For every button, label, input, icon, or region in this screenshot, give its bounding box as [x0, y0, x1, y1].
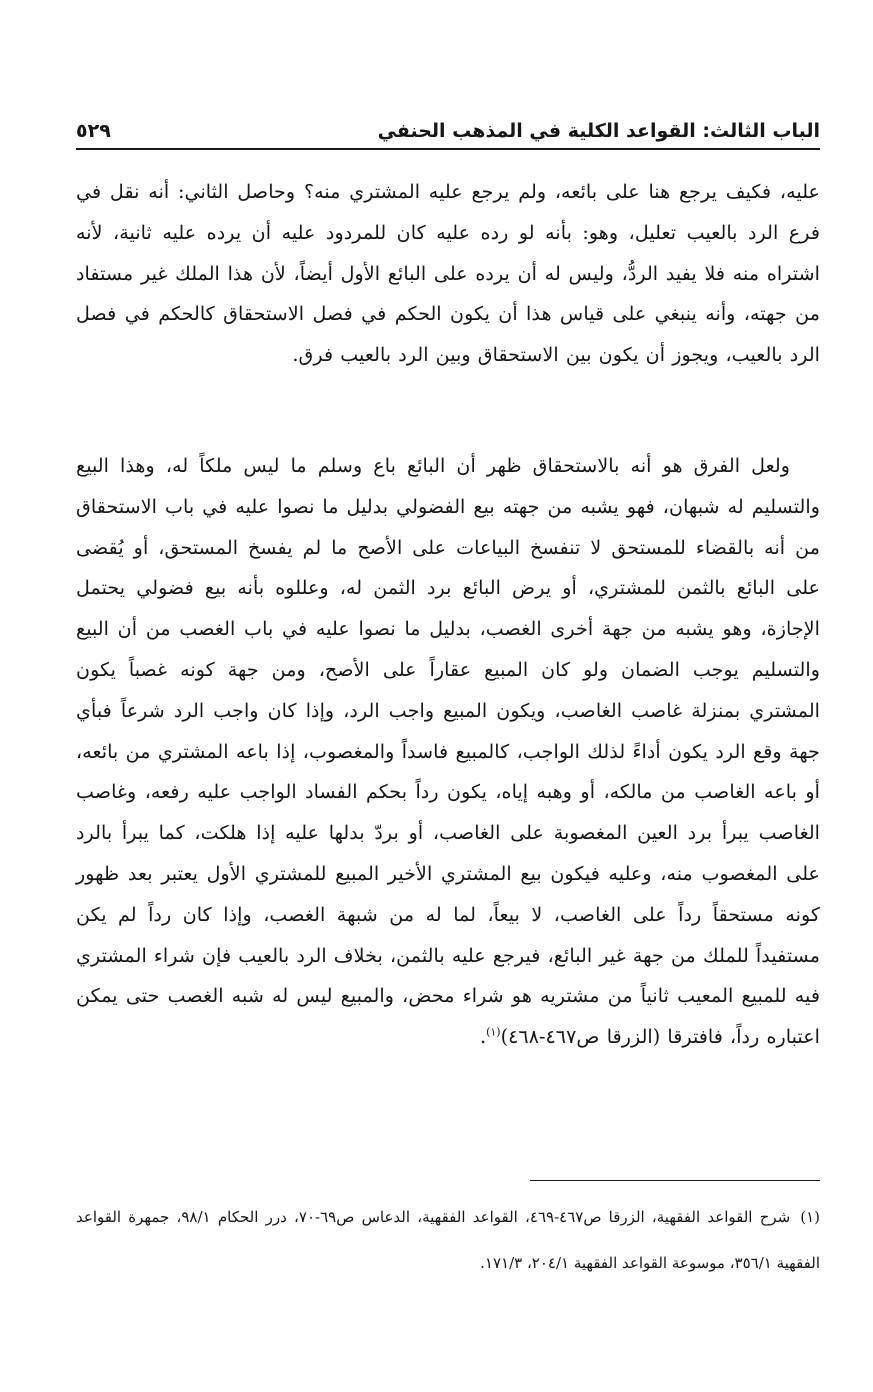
footnote-text: شرح القواعد الفقهية، الزرقا ص٤٦٧-٤٦٩، القواعد الفقهية، الدعاس ص٦٩-٧٠، درر الحكام ٩٨/١، جمهرة القواعد الفقهية ٣٥٦/١، موسوعة القواعد الفقهية ٢٠٤/١، ١٧١/٣.: [76, 1208, 820, 1272]
paragraph-2: [76, 446, 820, 1058]
running-header: [76, 108, 820, 148]
footnote-rule: [530, 1180, 820, 1181]
paragraph-2-end: .: [479, 1025, 487, 1049]
footnote-marker: (١): [800, 1208, 821, 1226]
paragraph-1: عليه، فكيف يرجع هنا على بائعه، ولم يرجع عليه المشتري منه؟ وحاصل الثاني: أنه نقل في فرع الرد بالعيب تعليل، وهو: بأنه لو رده عليه كان للمردود عليه أن يرده عليه ثانية، لأنه اشتراه منه فلا يفيد الردُّ، وليس له أن يرده على البائع الأول أيضاً، لأن هذا الملك غير مستفاد من جهته، وأنه ينبغي على قياس هذا أن يكون الحكم في فصل الاستحقاق كالحكم في فصل الرد بالعيب، ويجوز أن يكون بين الاستحقاق وبين الرد بالعيب فرق.: [76, 180, 820, 367]
page-number: ٥٢٩: [76, 120, 111, 142]
chapter-title: الباب الثالث: القواعد الكلية في المذهب الحنفي: [377, 120, 820, 142]
footnote-reference[interactable]: (١): [486, 1025, 501, 1039]
header-rule: [76, 148, 820, 150]
footnote: [76, 1194, 820, 1286]
paragraph-2-text: ولعل الفرق هو أنه بالاستحقاق ظهر أن البائع باع وسلم ما ليس ملكاً له، وهذا البيع والتسليم له شبهان، فهو يشبه من جهته بيع الفضولي بدليل ما نصوا عليه في باب الاستحقاق من أنه بالقضاء للمستحق لا تنفسخ البياعات على الأصح ما لم يفسخ المستحق، أو يُقضى على البائع بالثمن للمشتري، أو يرض البائع برد الثمن له، وعللوه بأنه بيع فضولي يحتمل الإجازة، وهو يشبه من جهة أخرى الغصب، بدليل ما نصوا عليه في باب الغصب من أن البيع والتسليم يوجب الضمان ولو كان المبيع عقاراً على الأصح، ومن جهة كونه غصباً يكون المشتري بمنزلة غاصب الغاصب، ويكون المبيع واجب الرد، وإذا كان واجب الرد شرعاً فبأي جهة وقع الرد يكون أداءً لذلك الواجب، كالمبيع فاسداً والمغصوب، إذا باعه المشتري من بائعه، أو باعه الغاصب من مالكه، أو وهبه إياه، يكون رداً بحكم الفساد الواجب عليه رفعه، وغاصب الغاصب يبرأ برد العين المغصوبة على الغاصب، أو بردّ بدلها عليه إذا هلكت، كما يبرأ بالرد على المغصوب منه، وعليه فيكون بيع المشتري الأخير المبيع للمشتري الأول يعتبر بعد ظهور كونه مستحقاً رداً على الغاصب، لا بيعاً، لما له من شبهة الغصب، وإذا كان رداً لم يكن مستفيداً للملك من جهة غير البائع، فيرجع عليه بالثمن، بخلاف الرد بالعيب فإن شراء المشتري فيه للمبيع المعيب ثانياً من مشتريه هو شراء محض، والمبيع ليس له شبه الغصب حتى يمكن اعتباره رداً، فافترقا (الزرقا ص٤٦٧-٤٦٨): [76, 454, 820, 1049]
